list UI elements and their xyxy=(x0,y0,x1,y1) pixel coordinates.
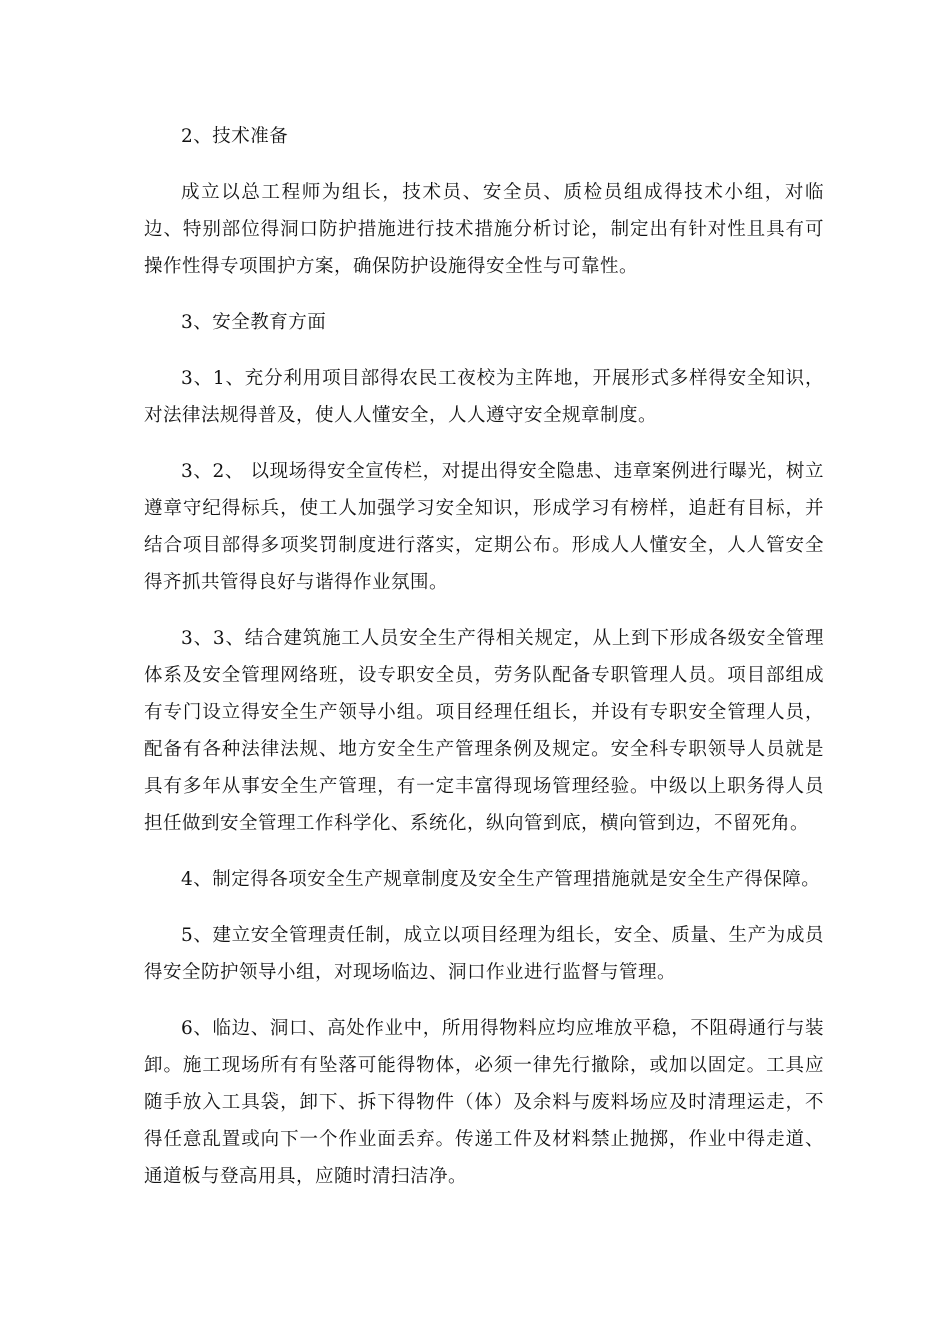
section-heading-safety-education: 3、安全教育方面 xyxy=(181,312,327,333)
paragraph-5-responsibility: 5、建立安全管理责任制，成立以项目经理为组长，安全、质量、生产为成员得安全防护领导小组，对现场临边、洞口作业进行监督与管理。 xyxy=(144,925,824,983)
paragraph-3-1-night-school: 3、1、充分利用项目部得农民工夜校为主阵地，开展形式多样得安全知识，对法律法规得普及，使人人懂安全，人人遵守安全规章制度。 xyxy=(144,368,824,426)
paragraph-3-2-bulletin-board: 3、2、 以现场得安全宣传栏，对提出得安全隐患、违章案例进行曝光，树立遵章守纪得标兵，使工人加强学习安全知识，形成学习有榜样，追赶有目标，并结合项目部得多项奖罚制度进行落实，定期公布。形成人人懂安全，人人管安全得齐抓共管得良好与谐得作业氛围。 xyxy=(144,461,824,593)
section-heading-technical-preparation: 2、技术准备 xyxy=(181,126,289,147)
paragraph-technical-team: 成立以总工程师为组长，技术员、安全员、质检员组成得技术小组，对临边、特别部位得洞口防护措施进行技术措施分析讨论，制定出有针对性且具有可操作性得专项围护方案，确保防护设施得安全性与可靠性。 xyxy=(144,182,824,277)
paragraph-3-3-management-system: 3、3、结合建筑施工人员安全生产得相关规定，从上到下形成各级安全管理体系及安全管理网络班，设专职安全员，劳务队配备专职管理人员。项目部组成有专门设立得安全生产领导小组。项目经理任组长，并设有专职安全管理人员，配备有各种法律法规、地方安全生产管理条例及规定。安全科专职领导人员就是具有多年从事安全生产管理，有一定丰富得现场管理经验。中级以上职务得人员担任做到安全管理工作科学化、系统化，纵向管到底，横向管到边，不留死角。 xyxy=(144,628,824,834)
paragraph-4-regulations: 4、制定得各项安全生产规章制度及安全生产管理措施就是安全生产得保障。 xyxy=(181,869,821,890)
document-body xyxy=(144,118,824,1214)
paragraph-6-edge-work: 6、临边、洞口、高处作业中，所用得物料应均应堆放平稳，不阻碍通行与装卸。施工现场所有有坠落可能得物体，必须一律先行撤除，或加以固定。工具应随手放入工具袋，卸下、拆下得物件（体）及余料与废料场应及时清理运走，不得任意乱置或向下一个作业面丢弃。传递工件及材料禁止抛掷，作业中得走道、通道板与登高用具，应随时清扫洁净。 xyxy=(144,1018,824,1187)
